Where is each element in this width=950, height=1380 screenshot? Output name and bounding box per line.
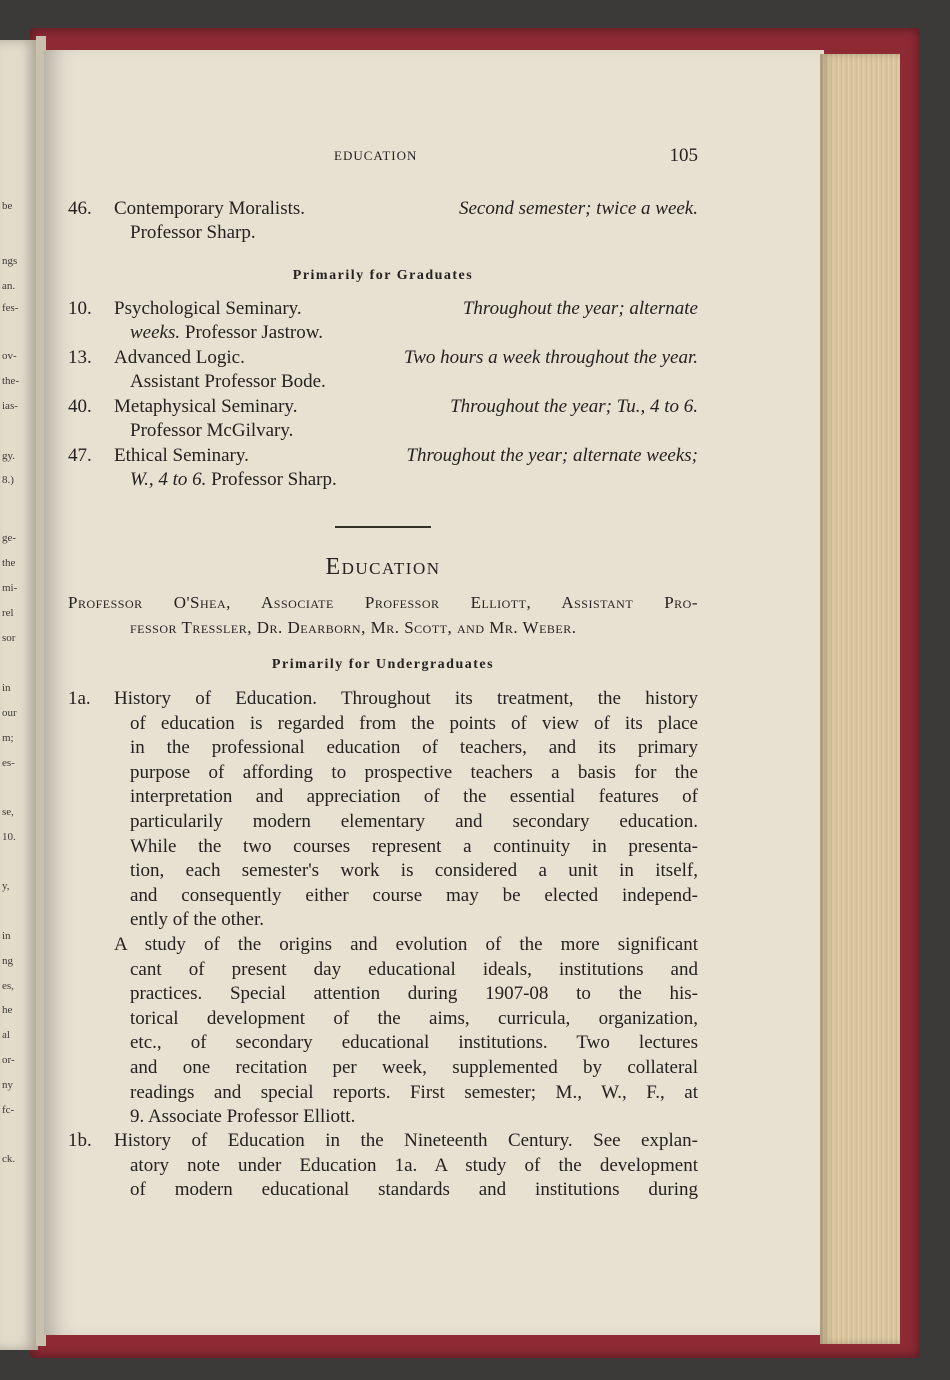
item-num: 10. [68, 298, 92, 319]
grad-item-40 [68, 396, 698, 418]
course-line: etc., of secondary educational institutions. Two lectures [130, 1032, 698, 1054]
course-1b-num: 1b. [68, 1130, 92, 1151]
item-schedule-cont: weeks. [130, 322, 181, 343]
course-line: and one recitation per week, supplemented by collateral [130, 1057, 698, 1078]
course-line: interpretation and appreciation of the essential features of [130, 786, 698, 808]
section-divider [335, 526, 431, 528]
course-line: and consequently either course may be elected independ- [130, 884, 698, 906]
course-line: History of Education in the Nineteenth Century. See explan- [114, 1130, 698, 1151]
course-line: torical development of the aims, curricula, organization, [130, 1007, 698, 1029]
course-line: of education is regarded from the points of view of its place [130, 712, 698, 734]
course-1a-num: 1a. [68, 688, 91, 709]
grad-item-10-line2 [130, 322, 323, 344]
item-schedule: Throughout the year; alternate [462, 298, 698, 319]
course-line: History of Education. Throughout its treatment, the history [114, 688, 698, 709]
entry-schedule: Second semester; twice a week. [459, 198, 698, 219]
course-line: particularily modern elementary and secondary education. [130, 811, 698, 832]
entry-num: 46. [68, 198, 92, 219]
item-title: Ethical Seminary. [114, 445, 249, 466]
faculty-line-2: fessor Tressler, Dr. Dearborn, Mr. Scott, and Mr. Weber. [130, 618, 577, 637]
item-title: Advanced Logic. [114, 347, 245, 368]
entry-46-instructor: Professor Sharp. [130, 222, 256, 243]
item-instructor: Professor Jastrow. [184, 322, 323, 343]
facing-page-edge: be ngs an. fes- ov- the- ias- gy. 8.) ge- the mi- rel sor in our m; es- se, 10. y, in ng es, he al or- ny fc- ck. [0, 40, 38, 1350]
item-num: 47. [68, 445, 92, 466]
course-line: practices. Special attention during 1907-08 to the his- [130, 983, 698, 1005]
item-schedule-cont: W., 4 to 6. [130, 469, 207, 490]
page-edges [820, 54, 900, 1344]
grad-item-13 [68, 347, 698, 369]
entry-46 [68, 198, 698, 220]
grad-item-13-line2: Assistant Professor Bode. [130, 371, 326, 392]
item-num: 13. [68, 347, 92, 368]
course-line: A study of the origins and evolution of the more significant [114, 934, 698, 955]
item-schedule: Two hours a week throughout the year. [404, 347, 698, 368]
course-line: tion, each semester's work is considered a unit in itself, [130, 860, 698, 882]
course-line: 9. Associate Professor Elliott. [130, 1106, 356, 1128]
item-instructor: Professor Sharp. [211, 469, 337, 490]
course-line: readings and special reports. First semester; M., W., F., at [130, 1081, 698, 1103]
course-line: purpose of affording to prospective teachers a basis for the [130, 761, 698, 783]
undergraduates-heading: Primarily for Undergraduates [271, 657, 495, 672]
grad-item-10 [68, 298, 698, 320]
course-line: atory note under Education 1a. A study of the development [130, 1154, 698, 1176]
course-line: cant of present day educational ideals, institutions and [130, 958, 698, 980]
item-schedule: Throughout the year; Tu., 4 to 6. [450, 396, 698, 417]
page-number: 105 [669, 145, 698, 166]
running-title: EDUCATION [334, 148, 418, 163]
graduates-heading: Primarily for Graduates [292, 268, 474, 283]
item-title: Metaphysical Seminary. [114, 396, 298, 417]
grad-item-47 [68, 445, 698, 467]
course-line: in the professional education of teachers, and its primary [130, 737, 698, 759]
section-title: Education [325, 554, 441, 580]
course-line: of modern educational standards and institutions during [130, 1179, 698, 1200]
item-schedule: Throughout the year; alternate weeks; [406, 445, 698, 466]
item-title: Psychological Seminary. [114, 298, 302, 319]
course-line: ently of the other. [130, 909, 265, 931]
entry-title: Contemporary Moralists. [114, 198, 306, 219]
faculty-line-1: Professor O'Shea, Associate Professor Elliott, Assistant Pro- [68, 593, 698, 612]
grad-item-47-line2 [130, 469, 337, 491]
grad-item-40-line2: Professor McGilvary. [130, 420, 294, 441]
item-num: 40. [68, 396, 92, 417]
course-line: While the two courses represent a continuity in presenta- [130, 835, 698, 857]
